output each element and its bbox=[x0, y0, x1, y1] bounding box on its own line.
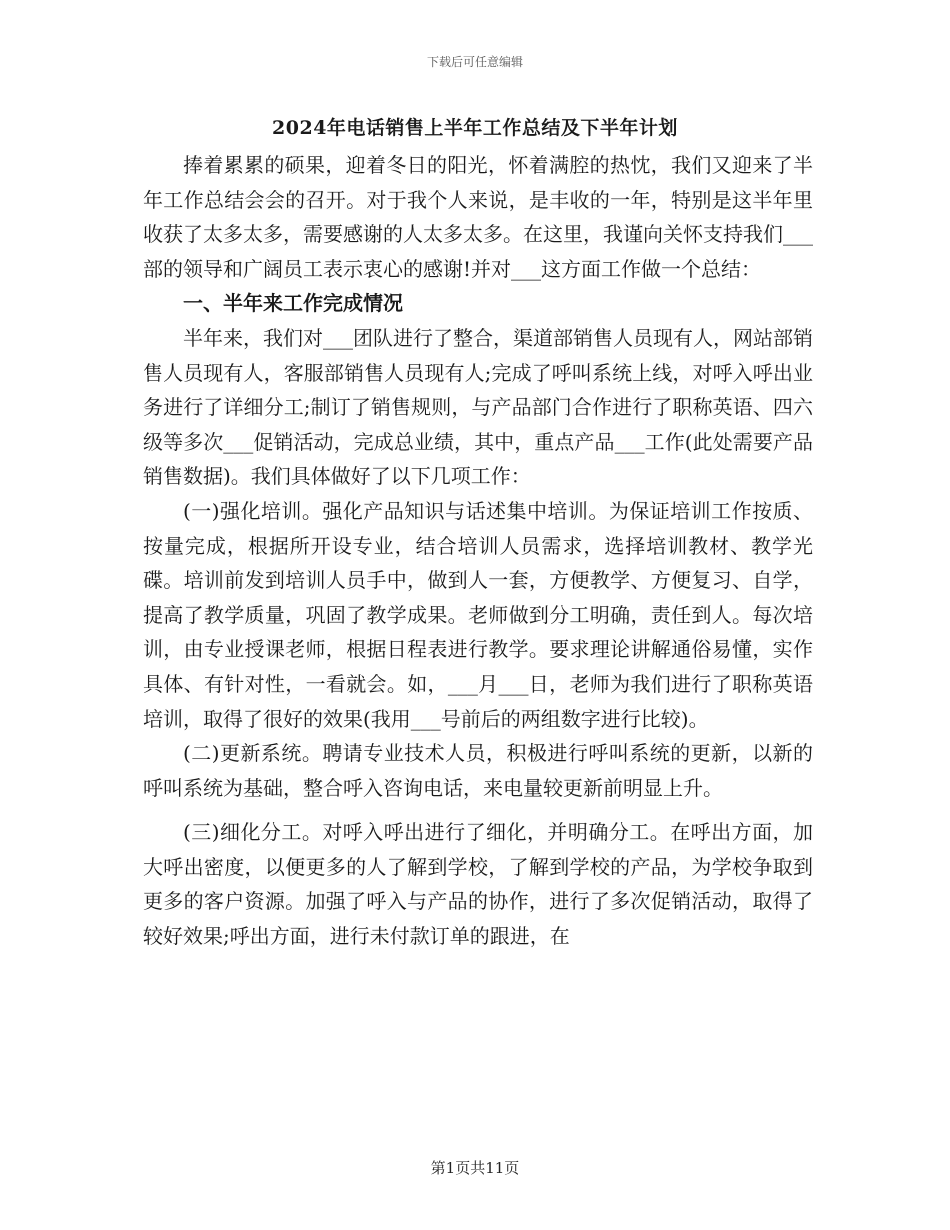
page-number: 第1页共11页 bbox=[430, 1159, 520, 1177]
item-training-paragraph: (一)强化培训。强化产品知识与话述集中培训。为保证培训工作按质、按量完成，根据所开设专业，结合培训人员需求，选择培训教材、教学光碟。培训前发到培训人员手中，做到人一套，方便教学、方便复习、自学，提高了教学质量，巩固了教学成果。老师做到分工明确，责任到人。每次培训，由专业授课老师，根据日程表进行教学。要求理论讲解通俗易懂，实作具体、有针对性，一看就会。如，___月___日，老师为我们进行了职称英语培训，取得了很好的效果(我用___号前后的两组数字进行比较)。 bbox=[143, 498, 813, 731]
section-paragraph: 半年来，我们对___团队进行了整合，渠道部销售人员现有人，网站部销售人员现有人，客服部销售人员现有人;完成了呼叫系统上线，对呼入呼出业务进行了详细分工;制订了销售规则，与产品部门合作进行了职称英语、四六级等多次___促销活动，完成总业绩，其中，重点产品___工作(此处需要产品销售数据)。我们具体做好了以下几项工作： bbox=[143, 325, 813, 489]
item-division-paragraph: (三)细化分工。对呼入呼出进行了细化，并明确分工。在呼出方面，加大呼出密度，以便更多的人了解到学校，了解到学校的产品，为学校争取到更多的客户资源。加强了呼入与产品的协作，进行了多次促销活动，取得了较好效果;呼出方面，进行未付款订单的跟进，在 bbox=[143, 820, 813, 949]
section-heading: 一、半年来工作完成情况 bbox=[183, 291, 403, 316]
header-note: 下载后可任意编辑 bbox=[426, 55, 523, 69]
intro-paragraph: 捧着累累的硕果，迎着冬日的阳光，怀着满腔的热忱，我们又迎来了半年工作总结会会的召开。对于我个人来说，是丰收的一年，特别是这半年里收获了太多太多，需要感谢的人太多太多。在这里，我谨向关怀支持我们___部的领导和广阔员工表示衷心的感谢!并对___这方面工作做一个总结： bbox=[143, 153, 813, 281]
item-system-paragraph: (二)更新系统。聘请专业技术人员，积极进行呼叫系统的更新，以新的呼叫系统为基础，整合呼入咨询电话，来电量较更新前明显上升。 bbox=[143, 741, 813, 800]
document-title: 2024年电话销售上半年工作总结及下半年计划 bbox=[272, 117, 678, 139]
document-body bbox=[143, 148, 813, 954]
